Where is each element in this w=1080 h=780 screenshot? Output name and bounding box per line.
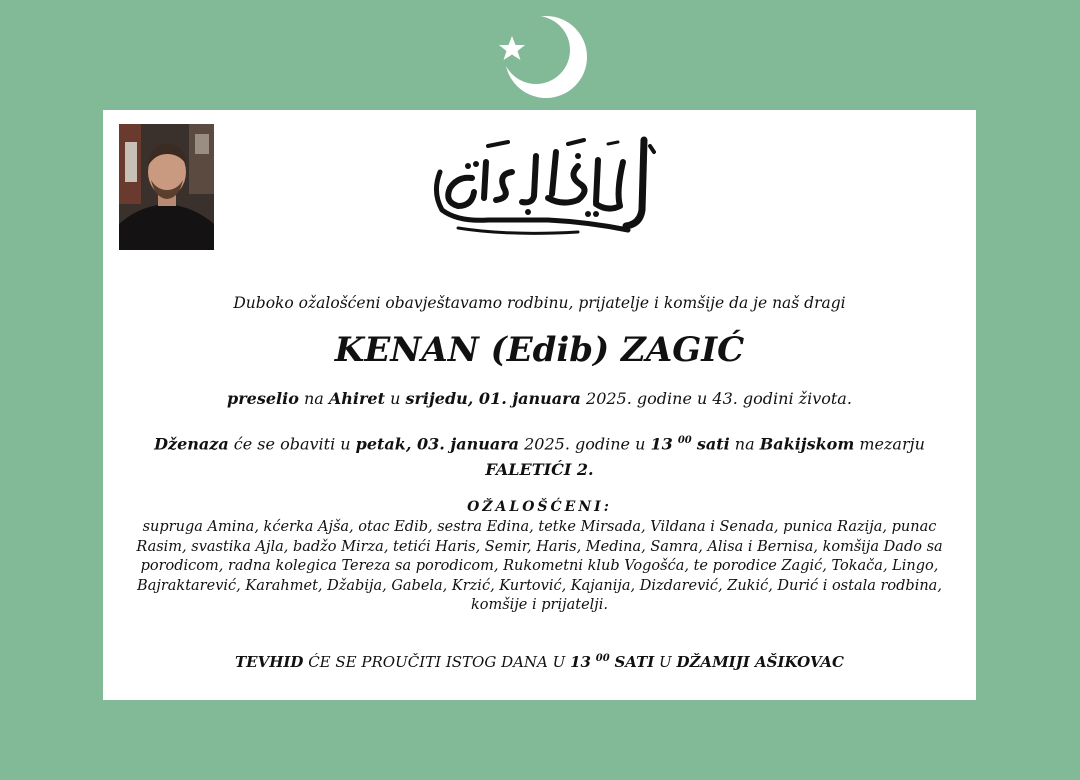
funeral-text-2: 2025. godine u bbox=[519, 434, 651, 454]
crescent-star-icon bbox=[498, 14, 588, 100]
obituary-card bbox=[103, 110, 976, 700]
tevhid-text-2: U bbox=[654, 653, 677, 671]
funeral-word-1: Dženaza bbox=[154, 434, 229, 454]
funeral-cemetery: FALETIĆI bbox=[485, 460, 572, 480]
intro-text: Duboko ožalošćeni obavještavamo rodbinu, prijatelje i komšije da je naš dragi bbox=[233, 294, 846, 312]
deceased-photo bbox=[119, 124, 214, 250]
funeral-text-1: će se obaviti u bbox=[228, 434, 356, 454]
funeral-minutes: 00 bbox=[677, 435, 692, 446]
passed-text-3: 2025. godine u 43. godini života. bbox=[580, 389, 852, 408]
tevhid-hour: 13 bbox=[570, 653, 591, 671]
mourners-title: OŽALOŠĆENI: bbox=[467, 499, 612, 515]
funeral-sati: sati bbox=[696, 434, 730, 454]
tevhid-line bbox=[103, 653, 976, 671]
passed-text-1: na bbox=[298, 389, 329, 408]
passed-text-2: u bbox=[385, 389, 406, 408]
tevhid-place: DŽAMIJI AŠIKOVAC bbox=[676, 653, 844, 671]
funeral-date: petak, 03. januara bbox=[355, 434, 520, 454]
deceased-name: KENAN (Edib) ZAGIĆ bbox=[334, 330, 745, 370]
funeral-place: Bakijskom bbox=[759, 434, 855, 454]
funeral-text-3: na bbox=[729, 434, 760, 454]
tevhid-text-1: ĆE SE PROUČITI ISTOG DANA U bbox=[303, 653, 571, 671]
calligraphy-artwork bbox=[428, 132, 658, 242]
tevhid-word: TEVHID bbox=[235, 653, 304, 671]
passed-away-line bbox=[123, 386, 956, 412]
portrait-photo bbox=[119, 124, 214, 250]
funeral-line bbox=[123, 428, 956, 483]
passed-word-1: preselio bbox=[227, 389, 299, 408]
mourners-list: supruga Amina, kćerka Ajša, otac Edib, sestra Edina, tetke Mirsada, Vildana i Senada, punica Razija, punac Rasim, svastika Ajla, badžo Mirza, tetići Haris, Semir, Haris, Medina, Samra, Alisa i Bernisa, komšija Dado sa porodicom, radna kolegica Tereza sa porodicom, Rukometni klub Vogošća, te porodice Zagić, Tokača, Lingo, Bajraktarević, Karahmet, Džabija, Gabela, Krzić, Kurtović, Kajanija, Dizdarević, Zukić, Durić i ostala rodbina, komšije i prijatelji. bbox=[136, 519, 943, 613]
tevhid-minutes: 00 bbox=[595, 653, 610, 664]
funeral-hour: 13 bbox=[650, 434, 673, 454]
tevhid-sati: SATI bbox=[614, 653, 655, 671]
passed-date: srijedu, 01. januara bbox=[405, 389, 581, 408]
passed-word-2: Ahiret bbox=[328, 389, 385, 408]
funeral-number: 2. bbox=[571, 460, 594, 480]
funeral-text-4: mezarju bbox=[854, 434, 925, 454]
